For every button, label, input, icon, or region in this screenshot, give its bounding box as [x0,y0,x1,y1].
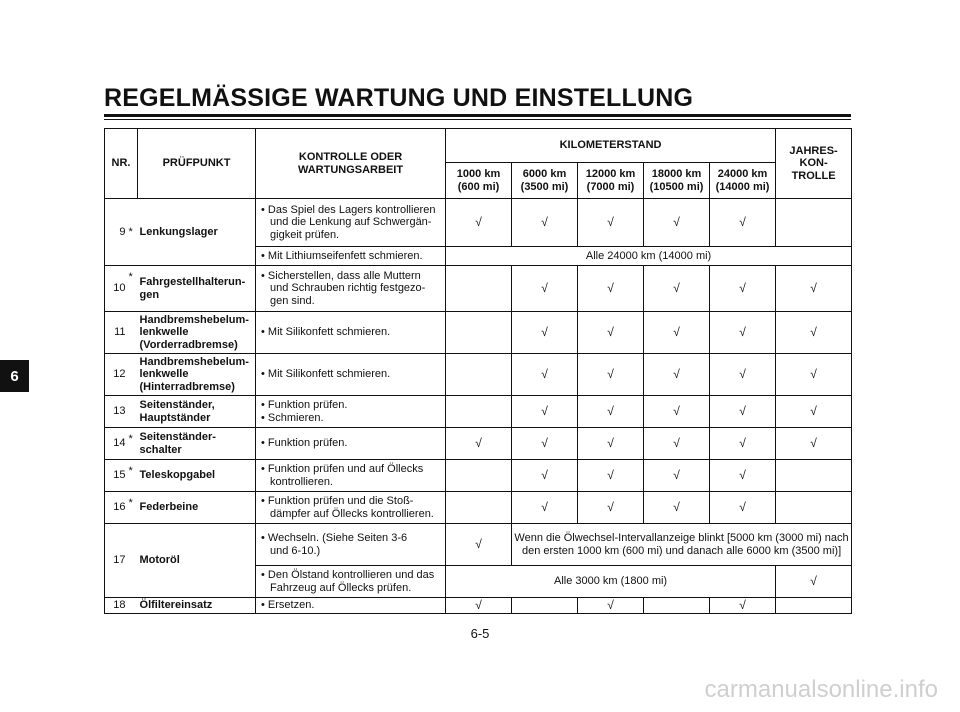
check-mark: √ [710,428,776,460]
check-mark: √ [578,354,644,396]
check-mark: √ [644,396,710,428]
row-number: 9 [105,199,127,266]
check-mark: √ [446,524,512,566]
row-star: * [127,266,138,312]
check-mark: √ [512,396,578,428]
header-interval: 6000 km (3500 mi) [512,163,578,199]
check-mark: √ [578,460,644,492]
interval-span: Alle 24000 km (14000 mi) [446,247,852,266]
check-mark: √ [644,312,710,354]
header-row-1 [105,129,852,163]
table-row [105,460,852,492]
check-mark: √ [512,199,578,247]
check-mark: √ [446,199,512,247]
header-nr: NR. [105,129,138,199]
check-mark: √ [710,492,776,524]
table-row [105,199,852,247]
title-rule-thin [104,119,851,120]
interval-span: Alle 3000 km (1800 mi) [446,566,776,598]
check-mark: √ [776,312,852,354]
table-row [105,524,852,566]
row-task: • Das Spiel des Lagers kontrollieren und die Lenkung auf Schwergän- gigkeit prüfen. [256,199,446,247]
row-star: * [127,460,138,492]
row-star: * [127,492,138,524]
table-row [105,354,852,396]
check-mark: √ [644,428,710,460]
row-task: • Funktion prüfen und die Stoß- dämpfer auf Öllecks kontrollieren. [256,492,446,524]
check-mark: √ [644,492,710,524]
row-task: • Mit Silikonfett schmieren. [256,354,446,396]
row-item: Teleskopgabel [138,460,256,492]
row-number: 14 [105,428,127,460]
table-row [105,266,852,312]
empty-cell [446,460,512,492]
check-mark: √ [644,354,710,396]
row-task: • Funktion prüfen. • Schmieren. [256,396,446,428]
empty-cell [446,396,512,428]
check-mark: √ [512,492,578,524]
table-row [105,428,852,460]
row-number: 10 [105,266,127,312]
check-mark: √ [578,199,644,247]
row-task: • Funktion prüfen. [256,428,446,460]
empty-cell [512,598,578,614]
header-task: KONTROLLE ODER WARTUNGSARBEIT [256,129,446,199]
row-task: • Funktion prüfen und auf Öllecks kontrollieren. [256,460,446,492]
page-title: REGELMÄSSIGE WARTUNG UND EINSTELLUNG [104,84,694,112]
empty-cell [446,492,512,524]
header-item: PRÜFPUNKT [138,129,256,199]
header-annual: JAHRES-KON-TROLLE [776,129,852,199]
table-row [105,598,852,614]
maintenance-table [104,128,852,614]
table-row [105,492,852,524]
row-star [127,396,138,428]
row-task: • Mit Lithiumseifenfett schmieren. [256,247,446,266]
check-mark: √ [776,354,852,396]
empty-cell [446,312,512,354]
check-mark: √ [578,492,644,524]
check-mark: √ [446,598,512,614]
check-mark: √ [512,312,578,354]
chapter-tab: 6 [0,360,29,392]
row-task: • Wechseln. (Siehe Seiten 3-6 und 6-10.) [256,524,446,566]
table-row [105,396,852,428]
header-distance: KILOMETERSTAND [446,129,776,163]
check-mark: √ [710,312,776,354]
row-item: Lenkungslager [138,199,256,266]
row-task: • Ersetzen. [256,598,446,614]
check-mark: √ [776,266,852,312]
header-interval: 12000 km (7000 mi) [578,163,644,199]
check-mark: √ [578,312,644,354]
check-mark: √ [578,396,644,428]
row-number: 17 [105,524,127,598]
row-task: • Sicherstellen, dass alle Muttern und Schrauben richtig festgezo- gen sind. [256,266,446,312]
check-mark: √ [710,266,776,312]
row-item: Handbremshebelum-lenkwelle (Hinterradbremse) [138,354,256,396]
page-number: 6-5 [470,626,490,641]
check-mark: √ [710,598,776,614]
row-star [127,598,138,614]
check-mark: √ [446,428,512,460]
row-item: Fahrgestellhalterun-gen [138,266,256,312]
check-mark: √ [644,460,710,492]
empty-cell [776,199,852,247]
check-mark: √ [578,266,644,312]
check-mark: √ [776,396,852,428]
check-mark: √ [512,428,578,460]
check-mark: √ [710,460,776,492]
empty-cell [446,266,512,312]
header-interval: 24000 km (14000 mi) [710,163,776,199]
row-number: 16 [105,492,127,524]
row-item: Ölfiltereinsatz [138,598,256,614]
row-item: Federbeine [138,492,256,524]
row-item: Seitenständer-schalter [138,428,256,460]
check-mark: √ [644,266,710,312]
empty-cell [776,598,852,614]
check-mark: √ [578,428,644,460]
check-mark: √ [710,396,776,428]
check-mark: √ [776,566,852,598]
row-star: * [127,428,138,460]
row-item: Handbremshebelum-lenkwelle (Vorderradbremse) [138,312,256,354]
check-mark: √ [644,199,710,247]
interval-note: Wenn die Ölwechsel-Intervallanzeige blinkt [5000 km (3000 mi) nach den ersten 1000 km (600 mi) und danach alle 6000 km (3500 mi)] [512,524,852,566]
row-number: 12 [105,354,127,396]
empty-cell [776,460,852,492]
title-rule-thick [104,114,851,117]
row-item: Motoröl [138,524,256,598]
row-item: Seitenständer, Hauptständer [138,396,256,428]
table-row [105,312,852,354]
empty-cell [446,354,512,396]
empty-cell [644,598,710,614]
row-star: * [127,199,138,266]
check-mark: √ [512,460,578,492]
header-interval: 18000 km (10500 mi) [644,163,710,199]
empty-cell [776,492,852,524]
watermark: carmanualsonline.info [704,676,938,703]
check-mark: √ [512,266,578,312]
row-number: 15 [105,460,127,492]
row-star [127,354,138,396]
row-task: • Mit Silikonfett schmieren. [256,312,446,354]
check-mark: √ [776,428,852,460]
row-task: • Den Ölstand kontrollieren und das Fahrzeug auf Öllecks prüfen. [256,566,446,598]
row-number: 18 [105,598,127,614]
header-interval: 1000 km (600 mi) [446,163,512,199]
row-star [127,312,138,354]
check-mark: √ [710,354,776,396]
row-number: 13 [105,396,127,428]
row-number: 11 [105,312,127,354]
row-star [127,524,138,598]
check-mark: √ [578,598,644,614]
check-mark: √ [710,199,776,247]
check-mark: √ [512,354,578,396]
